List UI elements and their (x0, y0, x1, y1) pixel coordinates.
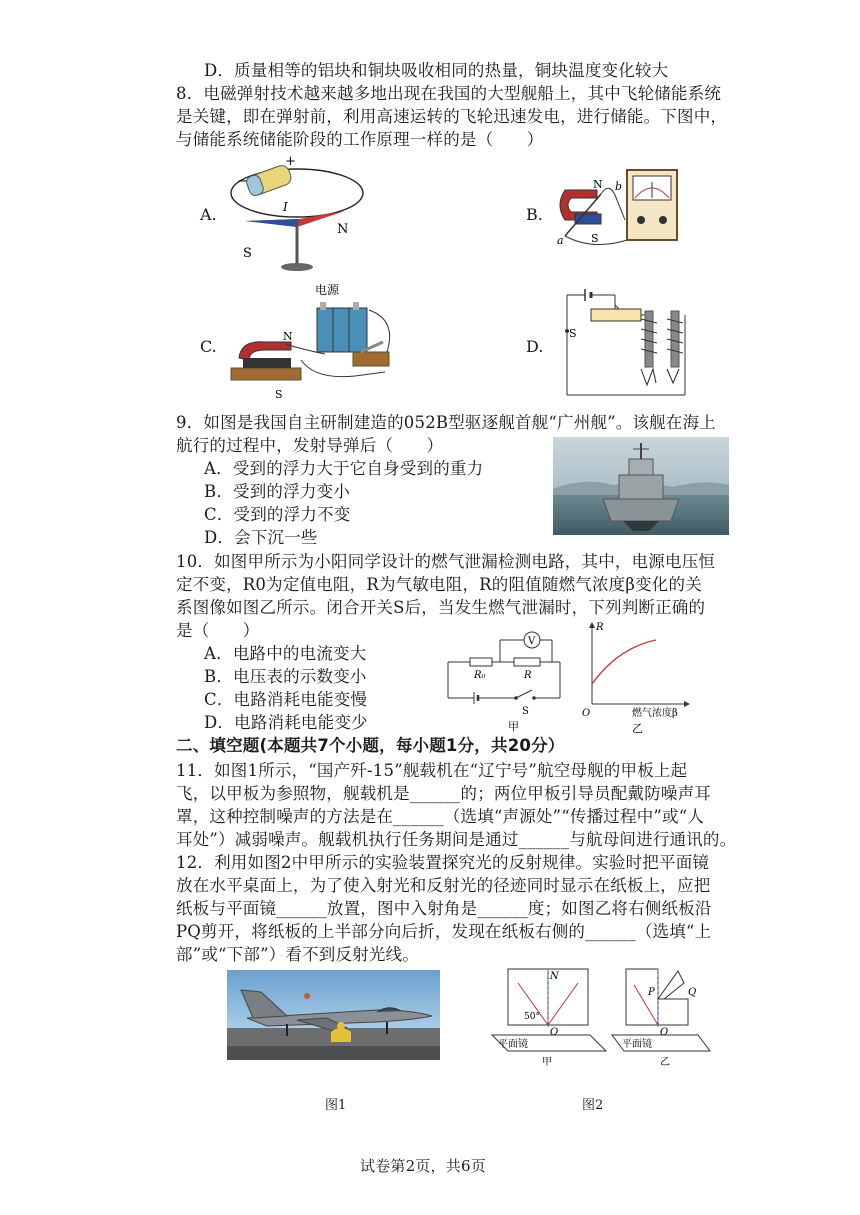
q9-option-d: D．会下沉一些 (204, 528, 318, 547)
q8-stem-line1: 8．电磁弹射技术越来越多地出现在我国的大型舰船上，其中飞轮储能系统 (176, 84, 722, 103)
point-p-label: P (648, 987, 655, 998)
q11-line2: 飞，以甲板为参照物，舰载机是______的；两位甲板引导员配戴防噪声耳 (176, 784, 711, 803)
r-label: R (524, 670, 532, 681)
current-label: I (283, 200, 288, 214)
q10-option-d: D．电路消耗电能变少 (204, 713, 368, 732)
q10-stem-line1: 10．如图甲所示为小阳同学设计的燃气泄漏检测电路，其中，电源电压恒 (176, 552, 716, 571)
plus-sign: + (285, 155, 296, 169)
switch-s-label: S (569, 327, 577, 340)
q8-stem-line3: 与储能系统储能阶段的工作原理一样的是（ ） (176, 130, 544, 149)
gas-detection-circuit (440, 628, 570, 732)
graph-curve (592, 640, 656, 684)
angle-label: 50° (524, 1012, 540, 1022)
carrier-jet-photo (227, 970, 440, 1060)
q9-option-a: A．受到的浮力大于它自身受到的重力 (204, 459, 484, 478)
figure-jia-caption: 甲 (508, 720, 519, 732)
q10-stem-line2: 定不变，R0为定值电阻，R为气敏电阻，R的阻值随燃气浓度β变化的关 (176, 575, 702, 594)
q7-option-d: D．质量相等的铝块和铜块吸收相同的热量，铜块温度变化较大 (204, 61, 669, 80)
magnet-n-label: N (593, 178, 603, 191)
figure2-yi: 乙 (660, 1057, 670, 1068)
q12-line5: 部”或“下部”）看不到反射光线。 (176, 945, 420, 964)
q10-option-b: B．电压表的示数变小 (204, 667, 367, 686)
q9-stem-line1: 9．如图是我国自主研制建造的052B型驱逐舰首舰“广州舰”。该舰在海上 (176, 413, 716, 432)
q8-option-d-label: D. (526, 337, 544, 356)
switch-label: S (522, 706, 529, 717)
figure2-jia: 甲 (542, 1057, 552, 1068)
q12-line3: 纸板与平面镜______放置，图中入射角是______度；如图乙将右侧纸板沿 (176, 899, 712, 918)
graph-x-label: 燃气浓度β (632, 708, 678, 719)
figure-induction-galvanometer (555, 160, 690, 255)
mirror-label-yi: 平面镜 (622, 1039, 652, 1050)
point-o-label-jia: O (550, 1027, 559, 1038)
q12-line1: 12．利用如图2中甲所示的实验装置探究光的反射规律。实验时把平面镜 (176, 853, 710, 872)
q8-option-c-label: C. (200, 337, 217, 356)
point-a-label: a (557, 234, 564, 247)
q9-option-c: C．受到的浮力不变 (204, 505, 351, 524)
q9-option-b: B．受到的浮力变小 (204, 482, 350, 501)
q10-option-c: C．电路消耗电能变慢 (204, 690, 368, 709)
light-reflection-figure (488, 965, 713, 1075)
warship-photo (553, 437, 729, 535)
q8-stem-line2: 是关键，即在弹射前，利用高速运转的飞轮迅速发电，进行储能。下图中， (176, 107, 728, 126)
q8-option-a-label: A. (200, 205, 217, 224)
graph-origin: O (582, 708, 591, 719)
figure-motor-principle (225, 280, 400, 400)
power-label: 电源 (315, 283, 340, 297)
point-o-label-yi: O (660, 1027, 669, 1038)
q11-line1: 11．如图1所示，“国产歼-15”舰载机在“辽宁号”航空母舰的甲板上起 (176, 761, 688, 780)
figure1-caption: 图1 (325, 1098, 347, 1113)
figure-oersted-experiment (225, 155, 375, 275)
compass-n-label: N (337, 222, 349, 237)
q10-option-a: A．电路中的电流变大 (204, 644, 367, 663)
figure-electromagnet-circuit (555, 285, 705, 400)
section-two-heading: 二、填空题(本题共7个小题，每小题1分，共20分） (176, 736, 565, 755)
point-b-label: b (615, 180, 623, 193)
figure2-caption: 图2 (582, 1098, 604, 1113)
resistance-concentration-graph (578, 618, 702, 734)
magnet-s-label: S (591, 232, 599, 245)
q9-stem-line2: 航行的过程中，发射导弹后（ ） (176, 436, 444, 455)
compass-s-label: S (243, 246, 252, 261)
magnet-n-label: N (283, 330, 293, 343)
q8-option-b-label: B. (526, 205, 543, 224)
mirror-label-jia: 平面镜 (498, 1039, 528, 1050)
voltmeter-label: V (528, 636, 536, 647)
q10-stem-line4: 是（ ） (176, 621, 260, 640)
q10-stem-line3: 系图像如图乙所示。闭合开关S后，当发生燃气泄漏时，下列判断正确的 (176, 598, 706, 617)
q12-line2: 放在水平桌面上，为了使入射光和反射光的径迹同时显示在纸板上，应把 (176, 876, 711, 895)
page-footer: 试卷第2页，共6页 (360, 1157, 486, 1175)
figure-yi-caption: 乙 (632, 722, 643, 734)
q11-line3: 罩，这种控制噪声的方法是在______（选填“声源处”“传播过程中”或“人 (176, 807, 705, 826)
q11-line4: 耳处”）减弱噪声。舰载机执行任务期间是通过______与航母间进行通讯的。 (176, 830, 737, 849)
q12-line4: PQ剪开，将纸板的上半部分向后折，发现在纸板右侧的______（选填“上 (176, 922, 712, 941)
r0-label: R₀ (474, 670, 486, 681)
magnet-s-label: S (275, 388, 283, 400)
minus-sign: − (237, 174, 248, 189)
normal-n-label: N (550, 971, 559, 982)
point-q-label: Q (688, 987, 697, 998)
graph-y-label: R (596, 622, 604, 633)
